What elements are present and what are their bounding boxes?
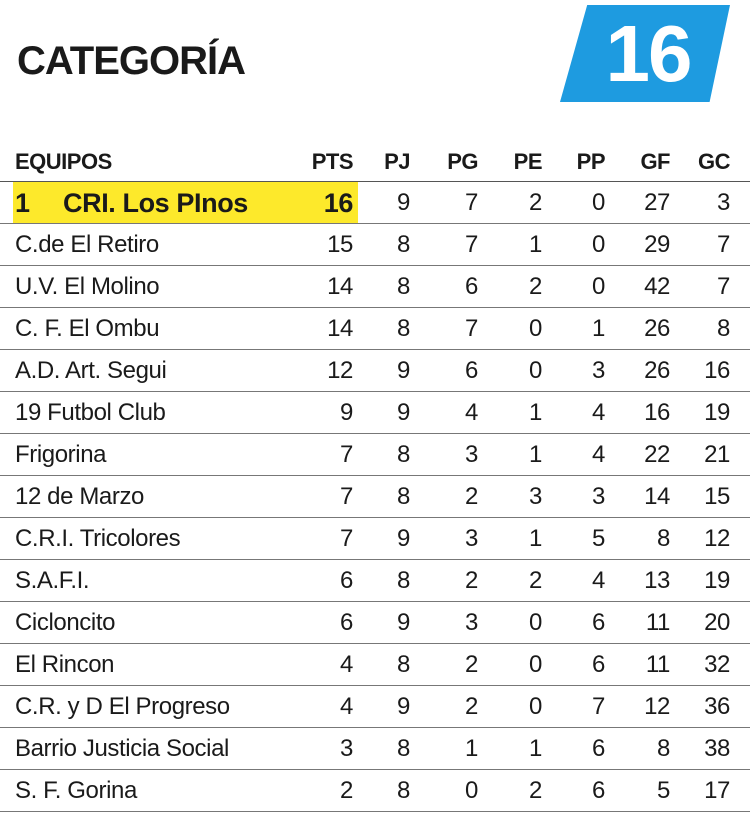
gc-cell: 12	[704, 525, 730, 552]
table-row-leader	[0, 182, 750, 224]
gf-cell: 5	[657, 777, 670, 804]
pg-cell: 2	[465, 483, 478, 510]
gc-cell: 8	[717, 315, 730, 342]
pg-cell: 7	[465, 189, 478, 216]
gf-cell: 26	[644, 315, 670, 342]
pts-cell: 14	[327, 273, 353, 300]
gf-cell: 42	[644, 273, 670, 300]
pg-cell: 6	[465, 357, 478, 384]
gc-cell: 3	[717, 189, 730, 216]
pj-cell: 8	[397, 735, 410, 762]
table-row	[0, 392, 750, 434]
table-row	[0, 434, 750, 476]
pp-cell: 6	[592, 777, 605, 804]
pp-cell: 0	[592, 231, 605, 258]
gf-cell: 16	[644, 399, 670, 426]
gc-cell: 32	[704, 651, 730, 678]
gf-cell: 11	[645, 609, 670, 636]
pp-cell: 6	[592, 609, 605, 636]
pj-cell: 9	[397, 399, 410, 426]
gc-cell: 7	[717, 273, 730, 300]
gc-cell: 16	[704, 357, 730, 384]
table-row	[0, 518, 750, 560]
table-row	[0, 602, 750, 644]
team-name-cell	[15, 644, 305, 686]
pg-cell: 4	[465, 399, 478, 426]
team-name: C.R. y D El Progreso	[15, 693, 230, 720]
pe-cell: 0	[529, 357, 542, 384]
pp-cell: 4	[592, 399, 605, 426]
gc-cell: 15	[704, 483, 730, 510]
pj-cell: 9	[397, 189, 410, 216]
pts-cell: 12	[327, 357, 353, 384]
team-name: S. F. Gorina	[15, 777, 137, 804]
pp-cell: 0	[592, 189, 605, 216]
pg-cell: 7	[465, 231, 478, 258]
pj-cell: 8	[397, 567, 410, 594]
gc-cell: 20	[704, 609, 730, 636]
team-name: 19 Futbol Club	[15, 399, 166, 426]
pe-cell: 1	[529, 735, 542, 762]
gf-cell: 22	[644, 441, 670, 468]
pj-cell: 8	[397, 273, 410, 300]
team-name: El Rincon	[15, 651, 115, 678]
category-badge	[560, 5, 730, 102]
pj-cell: 9	[397, 609, 410, 636]
table-row	[0, 224, 750, 266]
table-body	[0, 182, 750, 812]
team-name-cell	[15, 560, 305, 602]
team-name-cell	[15, 308, 305, 350]
team-name: S.A.F.I.	[15, 567, 90, 594]
pts-cell: 15	[327, 231, 353, 258]
pg-cell: 7	[465, 315, 478, 342]
pp-cell: 3	[592, 357, 605, 384]
pe-cell: 3	[529, 483, 542, 510]
table-row	[0, 686, 750, 728]
pts-cell: 16	[323, 188, 353, 218]
pp-cell: 1	[592, 315, 605, 342]
gc-cell: 38	[704, 735, 730, 762]
pg-cell: 3	[465, 441, 478, 468]
standings-table	[0, 142, 750, 812]
pe-cell: 2	[529, 273, 542, 300]
team-name-cell	[15, 770, 305, 812]
header-gc: GC	[698, 149, 730, 174]
team-name: Cicloncito	[15, 609, 116, 636]
header-pg: PG	[447, 149, 478, 174]
category-number: 16	[605, 9, 691, 98]
team-name-cell	[15, 518, 305, 560]
team-name: 12 de Marzo	[15, 483, 145, 510]
table-header	[0, 142, 750, 182]
position-number: 1	[15, 188, 30, 218]
pe-cell: 0	[529, 651, 542, 678]
pts-cell: 7	[340, 483, 353, 510]
header-team: EQUIPOS	[15, 149, 112, 174]
pj-cell: 8	[397, 483, 410, 510]
team-name-cell	[15, 476, 305, 518]
pe-cell: 2	[529, 777, 542, 804]
pe-cell: 0	[529, 609, 542, 636]
pp-cell: 6	[592, 651, 605, 678]
team-name-cell	[15, 602, 305, 644]
pts-cell: 7	[340, 525, 353, 552]
team-name-cell	[15, 686, 305, 728]
pg-cell: 2	[465, 567, 478, 594]
pts-cell: 3	[340, 735, 353, 762]
gf-cell: 29	[644, 231, 670, 258]
header-pj: PJ	[384, 149, 410, 174]
team-name-cell	[15, 350, 305, 392]
table-row	[0, 308, 750, 350]
gc-cell: 17	[704, 777, 730, 804]
gf-cell: 12	[644, 693, 670, 720]
pe-cell: 2	[529, 189, 542, 216]
pg-cell: 3	[465, 525, 478, 552]
pe-cell: 1	[529, 399, 542, 426]
pp-cell: 3	[592, 483, 605, 510]
team-name-cell	[15, 728, 305, 770]
pts-cell: 14	[327, 315, 353, 342]
table-row	[0, 350, 750, 392]
gc-cell: 36	[704, 693, 730, 720]
gf-cell: 26	[644, 357, 670, 384]
pp-cell: 4	[592, 441, 605, 468]
pp-cell: 0	[592, 273, 605, 300]
header-pp: PP	[576, 149, 605, 174]
team-name: A.D. Art. Segui	[15, 357, 167, 384]
pts-cell: 7	[340, 441, 353, 468]
gf-cell: 14	[644, 483, 670, 510]
table-row	[0, 644, 750, 686]
pe-cell: 1	[529, 441, 542, 468]
pj-cell: 8	[397, 651, 410, 678]
pj-cell: 9	[397, 525, 410, 552]
table-row	[0, 266, 750, 308]
team-name-cell	[15, 434, 305, 476]
table-row	[0, 770, 750, 812]
team-name-cell	[15, 266, 305, 308]
gc-cell: 19	[704, 399, 730, 426]
team-name: CRI. Los PInos	[63, 188, 248, 218]
pj-cell: 8	[397, 441, 410, 468]
pts-cell: 6	[340, 567, 353, 594]
table-row	[0, 476, 750, 518]
pe-cell: 0	[529, 693, 542, 720]
pg-cell: 0	[465, 777, 478, 804]
pg-cell: 1	[465, 735, 478, 762]
gc-cell: 19	[704, 567, 730, 594]
pg-cell: 3	[465, 609, 478, 636]
pj-cell: 8	[397, 315, 410, 342]
gf-cell: 13	[644, 567, 670, 594]
pg-cell: 6	[465, 273, 478, 300]
pp-cell: 6	[592, 735, 605, 762]
team-name: C. F. El Ombu	[15, 315, 160, 342]
pj-cell: 9	[397, 357, 410, 384]
gf-cell: 8	[657, 525, 670, 552]
team-name: C.de El Retiro	[15, 231, 159, 258]
table-row	[0, 560, 750, 602]
gc-cell: 21	[704, 441, 730, 468]
pts-cell: 4	[340, 693, 353, 720]
team-name: Frigorina	[15, 441, 107, 468]
pg-cell: 2	[465, 693, 478, 720]
pj-cell: 9	[397, 693, 410, 720]
pj-cell: 8	[397, 231, 410, 258]
gf-cell: 8	[657, 735, 670, 762]
gf-cell: 11	[645, 651, 670, 678]
pts-cell: 2	[340, 777, 353, 804]
pts-cell: 4	[340, 651, 353, 678]
gc-cell: 7	[717, 231, 730, 258]
pe-cell: 1	[529, 525, 542, 552]
pp-cell: 7	[592, 693, 605, 720]
pp-cell: 5	[592, 525, 605, 552]
header-pe: PE	[513, 149, 542, 174]
team-name-cell	[15, 224, 305, 266]
pts-cell: 9	[340, 399, 353, 426]
team-name: C.R.I. Tricolores	[15, 525, 181, 552]
team-name-cell	[15, 182, 305, 224]
pe-cell: 0	[529, 315, 542, 342]
header-pts: PTS	[311, 149, 353, 174]
team-name-cell	[15, 392, 305, 434]
gf-cell: 27	[644, 189, 670, 216]
pp-cell: 4	[592, 567, 605, 594]
pg-cell: 2	[465, 651, 478, 678]
team-name: U.V. El Molino	[15, 273, 160, 300]
team-name: Barrio Justicia Social	[15, 735, 229, 762]
pts-cell: 6	[340, 609, 353, 636]
pj-cell: 8	[397, 777, 410, 804]
table-row	[0, 728, 750, 770]
pe-cell: 1	[529, 231, 542, 258]
page-title: CATEGORÍA	[17, 39, 246, 83]
header-gf: GF	[640, 149, 670, 174]
pe-cell: 2	[529, 567, 542, 594]
